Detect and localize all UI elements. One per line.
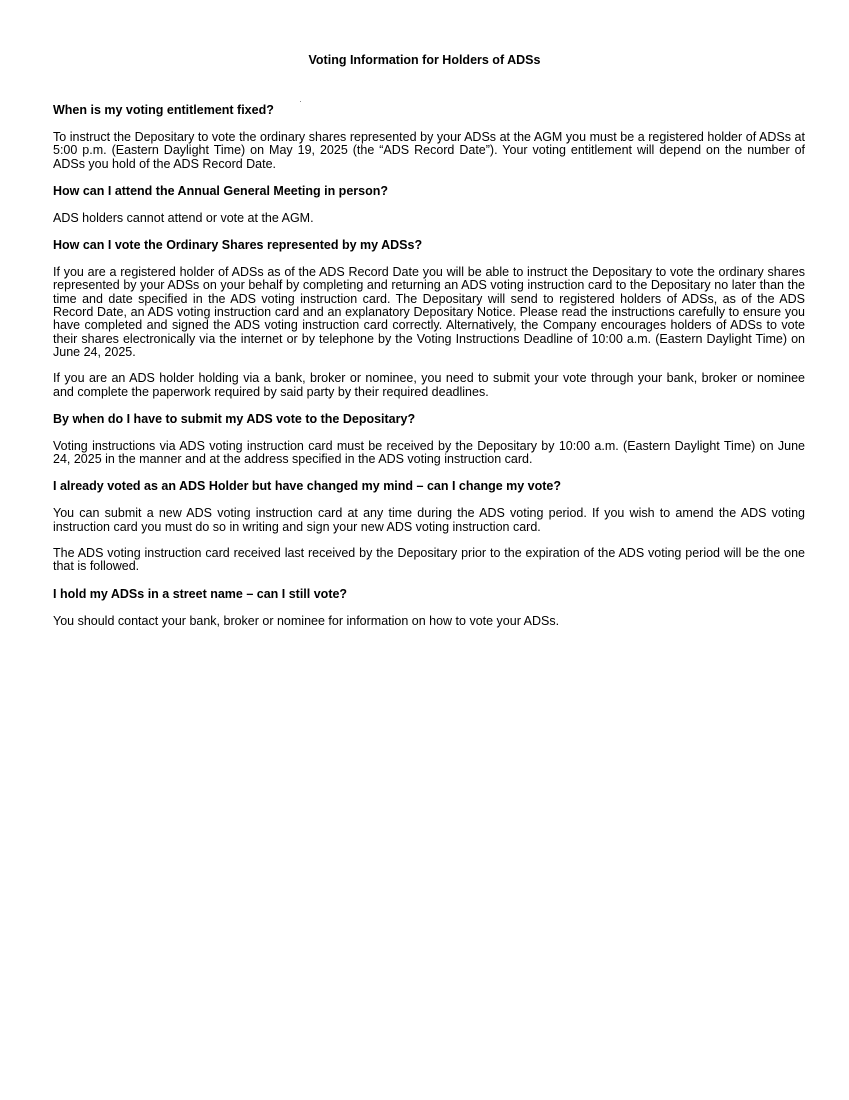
answer-paragraph: ADS holders cannot attend or vote at the AGM. bbox=[53, 210, 314, 225]
answer-paragraph: You can submit a new ADS voting instruction card at any time during the ADS voting period. If you wish to amend the ADS voting instruction card you must do so in writing and sign your new ADS voting instruction card. bbox=[53, 506, 805, 534]
answer-paragraph: The ADS voting instruction card received last received by the Depositary prior to the expiration of the ADS voting period will be the one that is followed. bbox=[53, 546, 805, 574]
question-heading: I hold my ADSs in a street name – can I still vote? bbox=[53, 586, 348, 601]
stray-dot bbox=[300, 101, 301, 102]
answer-paragraph: If you are an ADS holder holding via a bank, broker or nominee, you need to submit your vote through your bank, broker or nominee and complete the paperwork required by said party by their required deadlines. bbox=[53, 371, 805, 399]
question-heading: How can I vote the Ordinary Shares represented by my ADSs? bbox=[53, 238, 423, 253]
answer-paragraph: Voting instructions via ADS voting instruction card must be received by the Depositary by 10:00 a.m. (Eastern Daylight Time) on June 24, 2025 in the manner and at the address specified in the ADS voting instruction card. bbox=[53, 438, 805, 467]
question-heading: How can I attend the Annual General Meeting in person? bbox=[53, 183, 388, 198]
question-heading: By when do I have to submit my ADS vote to the Depositary? bbox=[53, 411, 416, 426]
document-body bbox=[53, 103, 805, 641]
question-heading: I already voted as an ADS Holder but have changed my mind – can I change my vote? bbox=[53, 479, 562, 494]
question-heading: When is my voting entitlement fixed? bbox=[53, 103, 274, 117]
answer-paragraph: You should contact your bank, broker or nominee for information on how to vote your ADSs. bbox=[53, 613, 560, 628]
answer-paragraph: If you are a registered holder of ADSs as of the ADS Record Date you will be able to instruct the Depositary to vote the ordinary shares represented by your ADSs on your behalf by completing and returning an ADS voting instruction card to the Depositary no later than the time and date specified in the ADS voting instruction card. The Depositary will send to registered holders of ADSs, as of the ADS Record Date, an ADS voting instruction card and an explanatory Depositary Notice. Please read the instructions carefully to ensure you have completed and signed the ADS voting instruction card correctly. Alternatively, the Company encourages holders of ADSs to vote their shares electronically via the internet or by telephone by the Voting Instructions Deadline of 10:00 a.m. (Eastern Daylight Time) on June 24, 2025. bbox=[53, 265, 805, 359]
answer-paragraph: To instruct the Depositary to vote the ordinary shares represented by your ADSs at the AGM you must be a registered holder of ADSs at 5:00 p.m. (Eastern Daylight Time) on May 19, 2025 (the “ADS Record Date”). Your voting entitlement will depend on the number of ADSs you hold of the ADS Record Date. bbox=[53, 130, 805, 171]
page-title: Voting Information for Holders of ADSs bbox=[308, 53, 541, 67]
